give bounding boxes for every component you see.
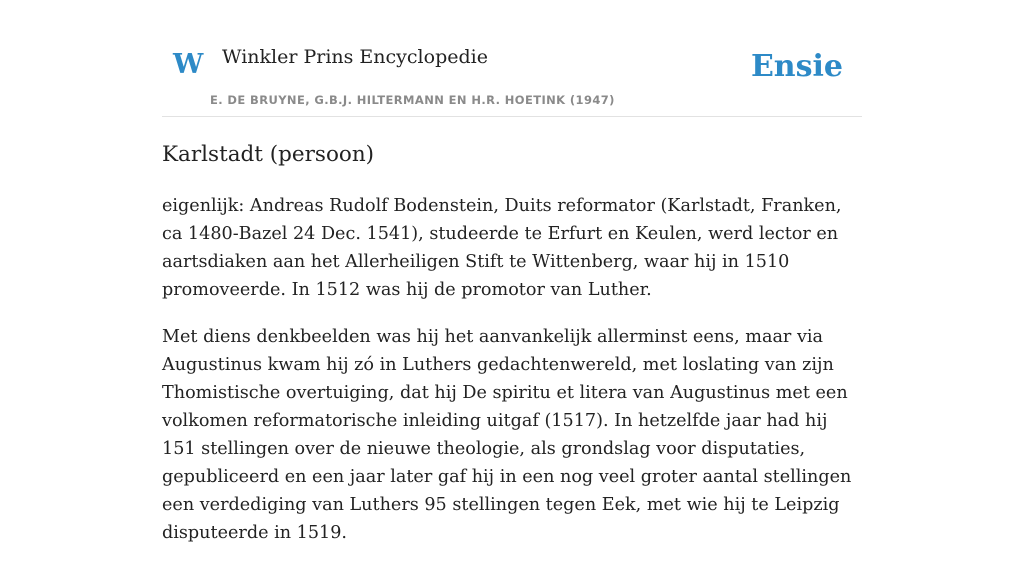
article (162, 140, 852, 566)
site-header (162, 0, 862, 117)
article-paragraph-1: eigenlijk: Andreas Rudolf Bodenstein, Duits reformator (Karlstadt, Franken, ca 1480-Bazel 24 Dec. 1541), studeerde te Erfurt en Keulen, werd lector en aartsdiaken aan het Allerheiligen Stift te Wittenberg, waar hij in 1510 promoveerde. In 1512 was hij de promotor van Luther. (162, 196, 842, 300)
site-title[interactable]: Winkler Prins Encyclopedie (222, 46, 488, 68)
winkler-prins-logo[interactable]: W (173, 49, 204, 80)
article-paragraph-2: Met diens denkbeelden was hij het aanvankelijk allerminst eens, maar via Augustinus kwam hij zó in Luthers gedachtenwereld, met loslating van zijn Thomistische overtuiging, dat hij De spiritu et litera van Augustinus met een volkomen reformatorische inleiding uitgaf (1517). In hetzelfde jaar had hij 151 stellingen over de nieuwe theologie, als grondslag voor disputaties, gepubliceerd en een jaar later gaf hij in een nog veel groter aantal stellingen een verdediging van Luthers 95 stellingen tegen Eek, met wie hij te Leipzig disputeerde in 1519. (162, 327, 852, 543)
ensie-brand-link[interactable]: Ensie (750, 49, 843, 84)
authors-line: E. DE BRUYNE, G.B.J. HILTERMANN EN H.R. HOETINK (1947) (210, 93, 615, 107)
article-title: Karlstadt (persoon) (162, 142, 375, 167)
